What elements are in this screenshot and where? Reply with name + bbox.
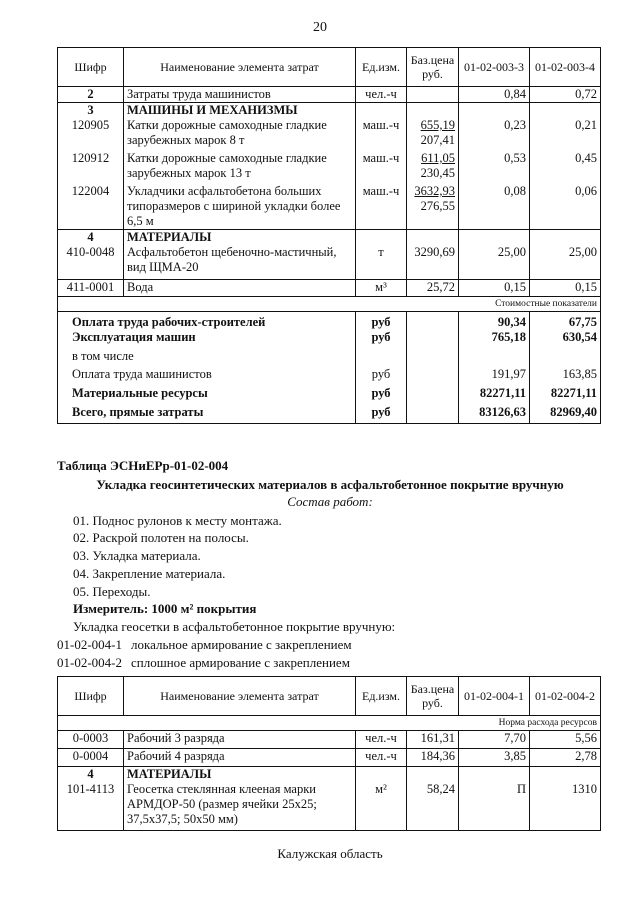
- table-row: 101-4113 Геосетка стеклянная клееная марки АРМДОР-50 (размер ячейки 25x25; 37,5x37,5; 50x50 мм) м² 58,24 П 1310: [58, 782, 601, 830]
- col-unit: Ед.изм.: [356, 48, 407, 87]
- table-header: [58, 677, 601, 716]
- table-row: 3 МАШИНЫ И МЕХАНИЗМЫ: [58, 103, 601, 119]
- col-unit: Ед.изм.: [356, 677, 407, 716]
- table-row: 411-0001 Вода м³ 25,72 0,15 0,15: [58, 279, 601, 296]
- table-row: 4 МАТЕРИАЛЫ: [58, 767, 601, 783]
- table-row: 0-0003 Рабочий 3 разряда чел.-ч 161,31 7,70 5,56: [58, 731, 601, 749]
- meter: Измеритель: 1000 м² покрытия: [73, 601, 257, 616]
- resource-table-2: [57, 676, 601, 831]
- item-code: 01-02-004-1: [57, 637, 122, 652]
- work-item: 01. Поднос рулонов к месту монтажа.: [73, 513, 282, 528]
- summary-row: в том числе: [58, 349, 601, 367]
- page-number: 20: [313, 20, 327, 35]
- description: Укладка геосетки в асфальтобетонное покрытие вручную:: [73, 619, 396, 634]
- col-base-price: Баз.цена руб.: [407, 677, 459, 716]
- item-text: локальное армирование с закреплением: [131, 637, 352, 652]
- table-label: Таблица ЭСНиЕРр-01-02-004: [57, 458, 229, 473]
- footer-region: Калужская область: [277, 846, 383, 861]
- work-item: 04. Закрепление материала.: [73, 566, 226, 581]
- summary-row: Всего, прямые затраты руб 83126,63 82969,40: [58, 405, 601, 424]
- col-2: 01-02-003-4: [530, 48, 601, 87]
- col-code: Шифр: [58, 48, 124, 87]
- summary-row: Оплата труда машинистов руб 191,97 163,85: [58, 367, 601, 386]
- table-row: 120912 Катки дорожные самоходные гладкие зарубежных марок 13 т маш.-ч 611,05 230,45 0,53 0,45: [58, 148, 601, 181]
- table-row: 120905 Катки дорожные самоходные гладкие зарубежных марок 8 т маш.-ч 655,19 207,41 0,23 0,21: [58, 118, 601, 148]
- item-code: 01-02-004-2: [57, 655, 122, 670]
- col-1: 01-02-003-3: [459, 48, 530, 87]
- table-row: 0-0004 Рабочий 4 разряда чел.-ч 184,36 3,85 2,78: [58, 749, 601, 767]
- norm-label-row: Норма расхода ресурсов: [58, 716, 601, 731]
- cost-indicators-row: Стоимостные показатели: [58, 296, 601, 311]
- col-base-price: Баз.цена руб.: [407, 48, 459, 87]
- table-header: [58, 48, 601, 87]
- summary-row: Материальные ресурсы руб 82271,11 82271,11: [58, 386, 601, 405]
- section-title: Укладка геосинтетических материалов в асфальтобетонное покрытие вручную: [96, 477, 564, 492]
- col-name: Наименование элемента затрат: [124, 48, 356, 87]
- summary-row: Эксплуатация машин руб 765,18 630,54: [58, 330, 601, 349]
- work-item: 02. Раскрой полотен на полосы.: [73, 530, 249, 545]
- work-item: 05. Переходы.: [73, 584, 151, 599]
- works-title: Состав работ:: [287, 494, 373, 509]
- summary-row: Оплата труда рабочих-строителей руб 90,34 67,75: [58, 311, 601, 330]
- table-row: 410-0048 Асфальтобетон щебеночно-мастичный, вид ЩМА-20 т 3290,69 25,00 25,00: [58, 245, 601, 279]
- col-name: Наименование элемента затрат: [124, 677, 356, 716]
- col-code: Шифр: [58, 677, 124, 716]
- col-2: 01-02-004-2: [530, 677, 601, 716]
- table-row: 2 Затраты труда машинистов чел.-ч 0,84 0,72: [58, 87, 601, 103]
- work-item: 03. Укладка материала.: [73, 548, 201, 563]
- col-1: 01-02-004-1: [459, 677, 530, 716]
- resource-table-1: [57, 47, 601, 424]
- table-row: 122004 Укладчики асфальтобетона больших типоразмеров с шириной укладки более 6,5 м маш.-ч 3632,93 276,55 0,08 0,06: [58, 181, 601, 230]
- item-text: сплошное армирование с закреплением: [131, 655, 350, 670]
- table-row: 4 МАТЕРИАЛЫ: [58, 230, 601, 246]
